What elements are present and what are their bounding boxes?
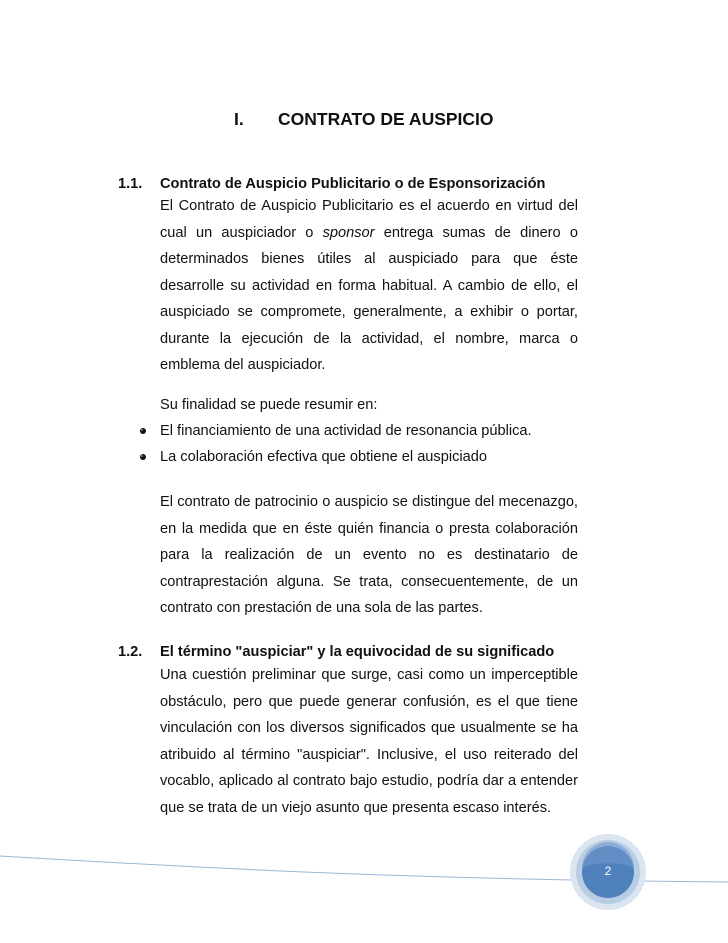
paragraph-text: El Contrato de Auspicio Publicitario es el acuerdo en virtud del cual un auspiciador o: [160, 198, 578, 241]
section-number: 1.2.: [118, 644, 143, 660]
bullet-icon: [140, 454, 146, 460]
page-number: 2: [604, 864, 612, 878]
list-item: [138, 444, 578, 470]
paragraph-preliminary: Una cuestión preliminar que surge, casi como un imperceptible obstáculo, pero que puede generar confusión, es el que tiene vinculación con los diversos significados que usualmente se ha atribuido al término "auspiciar". Inclusive, el uso reiterado del vocablo, aplicado al contrato bajo estudio, podría dar a entender que se trata de un viejo asunto que presenta escaso interés.: [160, 667, 578, 816]
bullet-list: [138, 418, 578, 470]
paragraph-text: entrega sumas de dinero o determinados bienes útiles al auspiciado para que éste desarrolle su actividad en forma habitual. A cambio de ello, el auspiciado se compromete, generalmente, a exhibir o portar, durante la ejecución de la actividad, el nombre, marca o emblema del auspiciador.: [160, 224, 578, 373]
emphasis-sponsor: sponsor: [322, 224, 375, 241]
bullet-icon: [140, 428, 146, 434]
section-title: El término "auspiciar" y la equivocidad de su significado: [160, 644, 555, 660]
paragraph-mecenazgo: El contrato de patrocinio o auspicio se distingue del mecenazgo, en la medida que en éste quién financia o presta colaboración para la realización de un evento no es destinatario de contraprestación alguna. Se trata, consecuentemente, de un contrato con prestación de una sola de las partes.: [160, 494, 578, 616]
chapter-number: I.: [234, 109, 244, 129]
list-item: [138, 418, 578, 444]
list-item-text: El financiamiento de una actividad de resonancia pública.: [160, 423, 532, 439]
section-number: 1.1.: [118, 176, 143, 192]
paragraph-definition: [160, 193, 578, 379]
chapter-title: [0, 107, 728, 137]
section-title: Contrato de Auspicio Publicitario o de Esponsorización: [160, 176, 546, 192]
list-item-text: La colaboración efectiva que obtiene el auspiciado: [160, 449, 487, 465]
chapter-title-text: CONTRATO DE AUSPICIO: [278, 109, 494, 129]
paragraph-intro: Su finalidad se puede resumir en:: [160, 397, 378, 413]
